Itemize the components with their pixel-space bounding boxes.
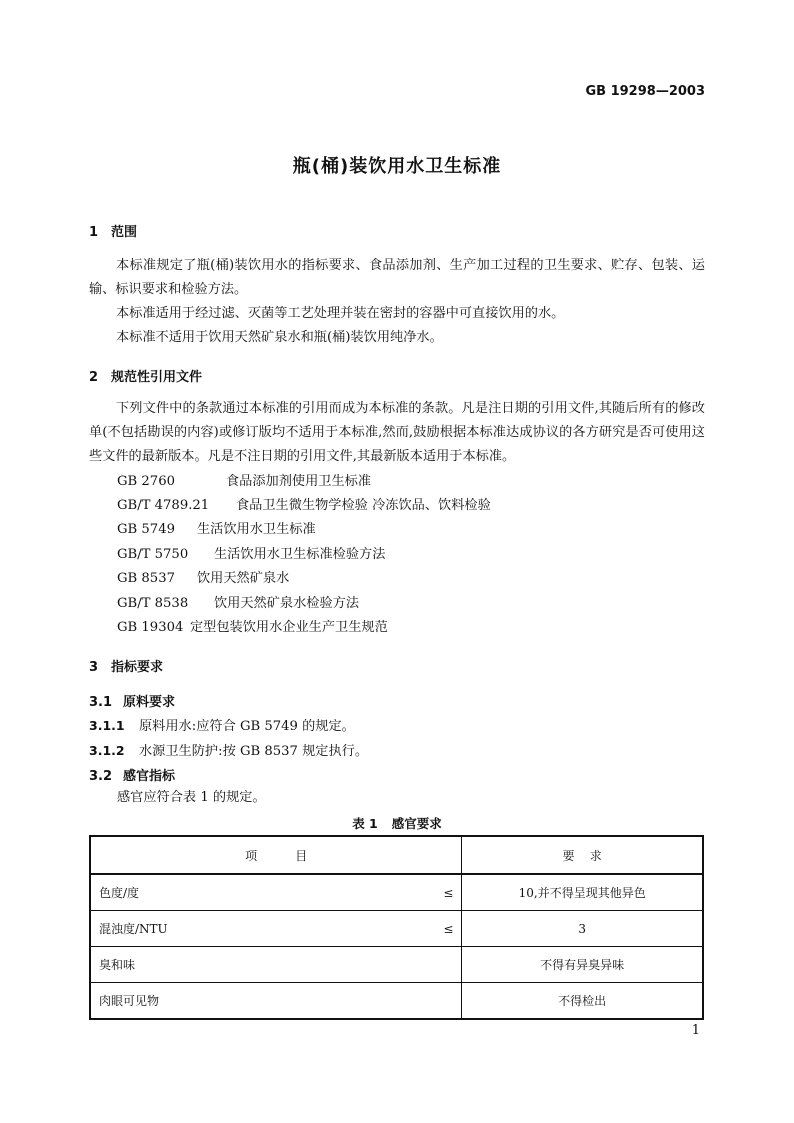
reference-item	[117, 520, 316, 540]
clause-number: 3.1.1	[89, 718, 125, 733]
subsection-number: 3.2	[89, 769, 113, 784]
item-cell	[90, 911, 462, 947]
sensory-requirements-table	[89, 835, 704, 1020]
item-name: 色度/度	[99, 886, 140, 900]
reference-item	[117, 472, 371, 492]
clause-text: 原料用水:应符合 GB 5749 的规定。	[139, 719, 355, 734]
table-row	[90, 983, 703, 1020]
reference-code: GB/T 8538	[117, 596, 189, 611]
table-title: 感官要求	[391, 816, 442, 831]
item-cell	[90, 983, 462, 1020]
item-name: 混浊度/NTU	[99, 922, 168, 936]
clause-number: 3.1.2	[89, 743, 125, 758]
subsection-number: 3.1	[89, 695, 113, 710]
section-2-paragraph-1: 下列文件中的条款通过本标准的引用而成为本标准的条款。凡是注日期的引用文件,其随后所有的修改单(不包括勘误的内容)或修订版均不适用于本标准,然而,鼓励根据本标准达成协议的各方研究是否可使用这些文件的最新版本。凡是不注日期的引用文件,其最新版本适用于本标准。	[89, 401, 705, 464]
reference-code: GB/T 4789.21	[117, 498, 210, 513]
reference-name: 生活饮用水卫生标准检验方法	[214, 547, 386, 562]
reference-item	[117, 545, 385, 565]
reference-name: 生活饮用水卫生标准	[197, 522, 316, 537]
section-3-heading	[89, 656, 163, 675]
table-row	[90, 911, 703, 947]
table-row	[90, 874, 703, 911]
subsection-title: 原料要求	[123, 695, 176, 710]
section-number: 2	[89, 370, 99, 385]
requirement-cell: 3	[462, 911, 703, 947]
document-title: 瓶(桶)装饮用水卫生标准	[292, 156, 502, 177]
clause-3-1-1	[89, 715, 355, 734]
clause-3-1-2	[89, 740, 368, 759]
reference-code: GB/T 5750	[117, 547, 189, 562]
reference-name: 饮用天然矿泉水	[197, 571, 290, 586]
standard-code: GB 19298—2003	[585, 84, 705, 99]
comparison-sign: ≤	[443, 921, 454, 936]
page-number: 1	[691, 1023, 700, 1038]
section-1-paragraph-3: 本标准不适用于饮用天然矿泉水和瓶(桶)装饮用纯净水。	[116, 330, 443, 345]
header-requirement: 要 求	[462, 836, 703, 874]
item-name: 肉眼可见物	[99, 994, 160, 1008]
reference-item	[117, 618, 388, 638]
table-number: 表 1	[352, 816, 378, 831]
subsection-title: 感官指标	[123, 769, 176, 784]
reference-item	[117, 594, 359, 614]
subsection-3-2-heading	[89, 765, 175, 784]
subsection-3-2-text: 感官应符合表 1 的规定。	[117, 790, 266, 805]
reference-name: 食品卫生微生物学检验 冷冻饮品、饮料检验	[236, 498, 491, 513]
section-number: 3	[89, 660, 99, 675]
reference-name: 定型包装饮用水企业生产卫生规范	[190, 620, 388, 635]
requirement-cell: 不得有异臭异味	[462, 947, 703, 983]
table-caption	[0, 814, 794, 832]
section-title: 规范性引用文件	[111, 370, 203, 385]
section-1-heading	[89, 221, 137, 240]
reference-code: GB 8537	[117, 571, 175, 586]
reference-item	[117, 496, 491, 516]
item-cell	[90, 947, 462, 983]
section-1-paragraph-2: 本标准适用于经过滤、灭菌等工艺处理并装在密封的容器中可直接饮用的水。	[116, 306, 565, 321]
clause-text: 水源卫生防护:按 GB 8537 规定执行。	[139, 744, 369, 759]
requirement-cell: 10,并不得呈现其他异色	[462, 874, 703, 911]
reference-code: GB 19304	[117, 620, 184, 635]
reference-code: GB 2760	[117, 474, 175, 489]
section-number: 1	[89, 225, 99, 240]
section-title: 指标要求	[111, 660, 164, 675]
requirement-cell: 不得检出	[462, 983, 703, 1020]
reference-name: 食品添加剂使用卫生标准	[226, 474, 372, 489]
reference-item	[117, 569, 289, 589]
item-name: 臭和味	[99, 958, 136, 972]
table-row	[90, 947, 703, 983]
item-cell	[90, 874, 462, 911]
header-item: 项 目	[90, 836, 462, 874]
table-header-row	[90, 836, 703, 874]
section-2-heading	[89, 366, 202, 385]
reference-code: GB 5749	[117, 522, 175, 537]
comparison-sign: ≤	[443, 885, 454, 900]
section-1-paragraph-1: 本标准规定了瓶(桶)装饮用水的指标要求、食品添加剂、生产加工过程的卫生要求、贮存、包装、运输、标识要求和检验方法。	[89, 258, 705, 297]
subsection-3-1-heading	[89, 691, 175, 710]
reference-name: 饮用天然矿泉水检验方法	[214, 596, 360, 611]
section-title: 范围	[111, 225, 138, 240]
